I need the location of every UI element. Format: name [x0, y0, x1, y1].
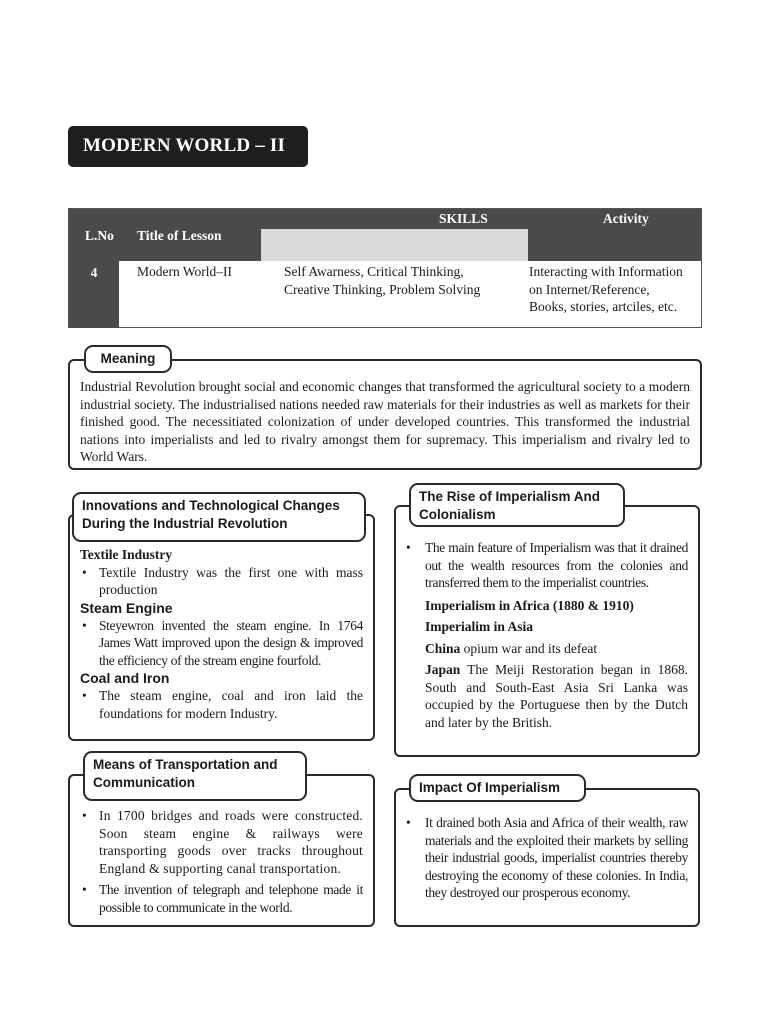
textile-heading: Textile Industry — [80, 547, 173, 562]
bullet-dot: • — [406, 540, 411, 555]
bullet-dot: • — [82, 882, 87, 897]
chapter-title: MODERN WORLD – II — [68, 126, 308, 167]
header-activity: Activity — [603, 211, 649, 226]
asia-heading: Imperialim in Asia — [425, 619, 534, 634]
coal-bullet: • The steam engine, coal and iron laid the foundations for modern Industry. — [82, 688, 363, 721]
cell-title: Modern World–II — [137, 264, 233, 279]
impact-label: Impact Of Imperialism — [409, 774, 586, 802]
header-title: Title of Lesson — [137, 228, 222, 243]
transport-bullet-1: • In 1700 bridges and roads were constructed. Soon steam engine & railways were transporting goods over tracks throughout England & supporting canal transportation. — [82, 808, 363, 876]
bullet-dot: • — [82, 808, 87, 823]
meaning-label: Meaning — [84, 345, 172, 373]
header-lno: L.No — [85, 228, 114, 243]
imperialism-details — [404, 597, 688, 732]
bullet-dot: • — [82, 564, 87, 580]
cell-skills: Self Awarness, Critical Thinking, Creative Thinking, Problem Solving — [284, 264, 481, 297]
skills-subheader-box — [261, 229, 528, 261]
africa-heading: Imperialism in Africa (1880 & 1910) — [425, 597, 634, 613]
bullet-dot: • — [82, 688, 87, 703]
meaning-box — [68, 359, 702, 470]
textile-bullet: • Textile Industry was the first one with mass production — [82, 564, 363, 597]
innovations-box — [68, 514, 375, 741]
impact-box — [394, 788, 700, 927]
china-line: China opium war and its defeat — [425, 640, 598, 656]
cell-lno: 4 — [69, 261, 119, 328]
transport-label: Means of Transportation and Communication — [83, 751, 307, 801]
cell-activity: Interacting with Information on Internet/Reference, Books, stories, artciles, etc. — [529, 264, 683, 314]
steam-bullet: • Steyewron invented the steam engine. In 1764 James Watt improved upon the design & improved the efficiency of the stream engine fourfold. — [82, 617, 363, 668]
lesson-table — [68, 208, 702, 328]
japan-line: Japan The Meiji Restoration began in 1868. South and South-East Asia Sri Lanka was occupied by the Portuguese then by the Dutch and later by the British. — [425, 662, 688, 730]
table-header — [69, 209, 701, 261]
bullet-dot: • — [82, 617, 87, 633]
innovations-label: Innovations and Technological Changes During the Industrial Revolution — [72, 492, 366, 542]
impact-bullet: • It drained both Asia and Africa of their wealth, raw materials and the exploited their markets by selling their industrial goods, imperialist countries thereby destroying the economy of these colonies. In India, they destroyed our prosperous economy. — [406, 815, 688, 900]
imperialism-bullet: • The main feature of Imperialism was that it drained out the wealth resources from the colonies and transferred them to the imperialist countries. — [406, 540, 688, 590]
meaning-text: Industrial Revolution brought social and economic changes that transformed the agricultural society to a modern industrial society. The industrialised nations needed raw materials for their industries as well as markets for their finished good. The necessitiated colonization of under developed countries. This transformed the industrial nations into imperialists and led to rivalry amongst them for supremacy. This imperialism and rivalry led to World Wars. — [80, 379, 690, 464]
china-label: China — [425, 640, 461, 656]
transport-bullet-2: • The invention of telegraph and telephone made it possible to communicate in the world. — [82, 882, 363, 915]
bullet-dot: • — [406, 815, 411, 830]
imperialism-box — [394, 505, 700, 757]
japan-label: Japan — [425, 662, 461, 677]
steam-heading: Steam Engine — [80, 599, 173, 616]
coal-heading: Coal and Iron — [80, 670, 170, 686]
imperialism-label: The Rise of Imperialism And Colonialism — [409, 483, 625, 527]
header-skills: SKILLS — [439, 211, 488, 226]
